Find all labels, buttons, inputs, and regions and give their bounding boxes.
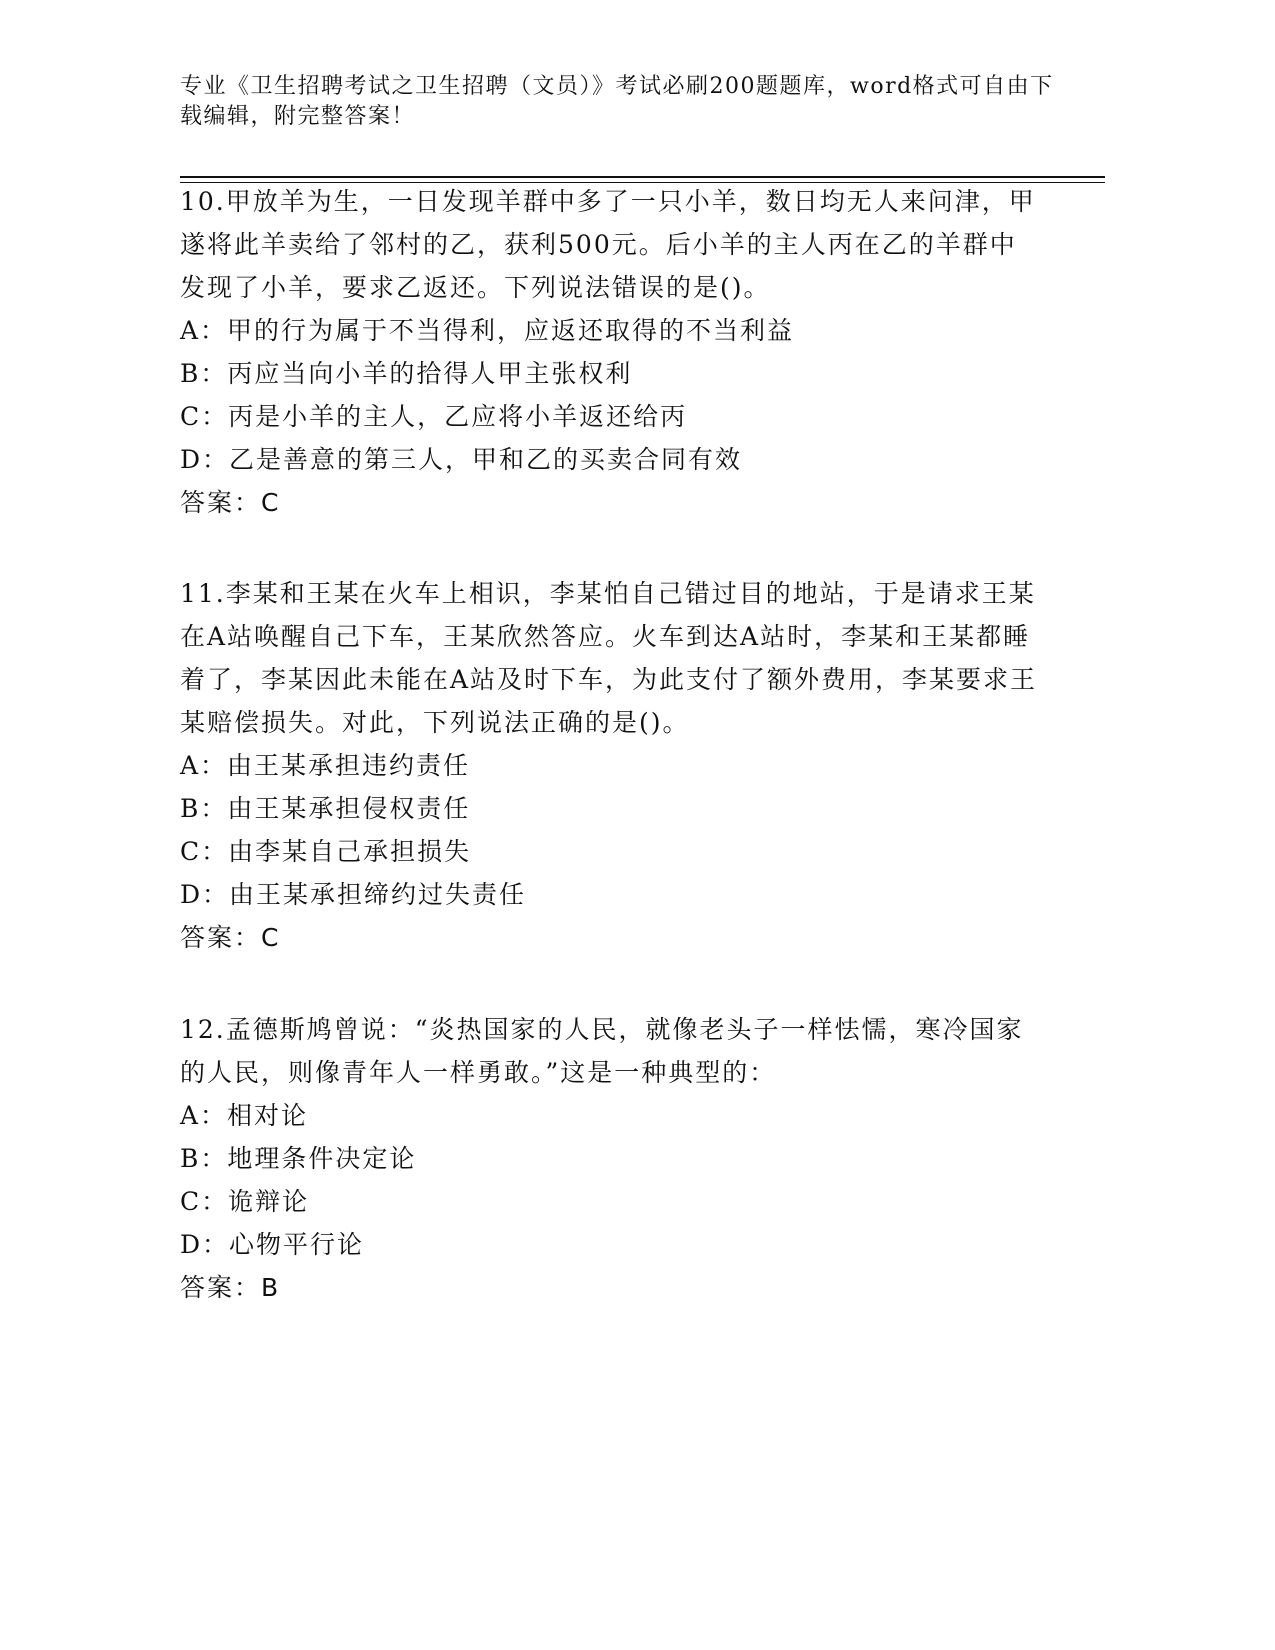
question-stem: 10.甲放羊为生，一日发现羊群中多了一只小羊，数日均无人来问津，甲遂将此羊卖给了邻村的乙，获利500元。后小羊的主人丙在乙的羊群中发现了小羊，要求乙返还。下列说法错误的是()。 — [180, 187, 1036, 302]
question-stem: 12.孟德斯鸠曾说：“炎热国家的人民，就像老头子一样怯懦，寒冷国家的人民，则像青年人一样勇敢。”这是一种典型的： — [180, 1015, 1024, 1087]
option-d: D：乙是善意的第三人，甲和乙的买卖合同有效 — [180, 445, 743, 474]
question-stem: 11.李某和王某在火车上相识，李某怕自己错过目的地站，于是请求王某在A站唤醒自己下车，王某欣然答应。火车到达A站时，李某和王某都睡着了，李某因此未能在A站及时下车，为此支付了额外费用，李某要求王某赔偿损失。对此，下列说法正确的是()。 — [180, 579, 1038, 737]
question-11 — [180, 572, 1040, 959]
option-c: C：丙是小羊的主人，乙应将小羊返还给丙 — [180, 402, 688, 431]
document-header: 专业《卫生招聘考试之卫生招聘（文员）》考试必刷200题题库，word格式可自由下载编辑，附完整答案！ — [180, 74, 1054, 129]
option-a: A：由王某承担违约责任 — [180, 751, 471, 780]
answer-label: 答案：B — [180, 1273, 281, 1302]
question-10 — [180, 180, 1040, 524]
option-b: B：由王某承担侵权责任 — [180, 794, 471, 823]
option-d: D：由王某承担缔约过失责任 — [180, 880, 527, 909]
option-a: A：甲的行为属于不当得利，应返还取得的不当利益 — [180, 316, 795, 345]
question-12 — [180, 1008, 1040, 1309]
option-a: A：相对论 — [180, 1101, 309, 1130]
answer-label: 答案：C — [180, 488, 281, 517]
option-c: C：由李某自己承担损失 — [180, 837, 472, 866]
option-b: B：丙应当向小羊的拾得人甲主张权利 — [180, 359, 633, 388]
option-c: C：诡辩论 — [180, 1187, 310, 1216]
option-b: B：地理条件决定论 — [180, 1144, 417, 1173]
answer-label: 答案：C — [180, 923, 281, 952]
option-d: D：心物平行论 — [180, 1230, 365, 1259]
header-divider-thick — [180, 176, 1105, 178]
